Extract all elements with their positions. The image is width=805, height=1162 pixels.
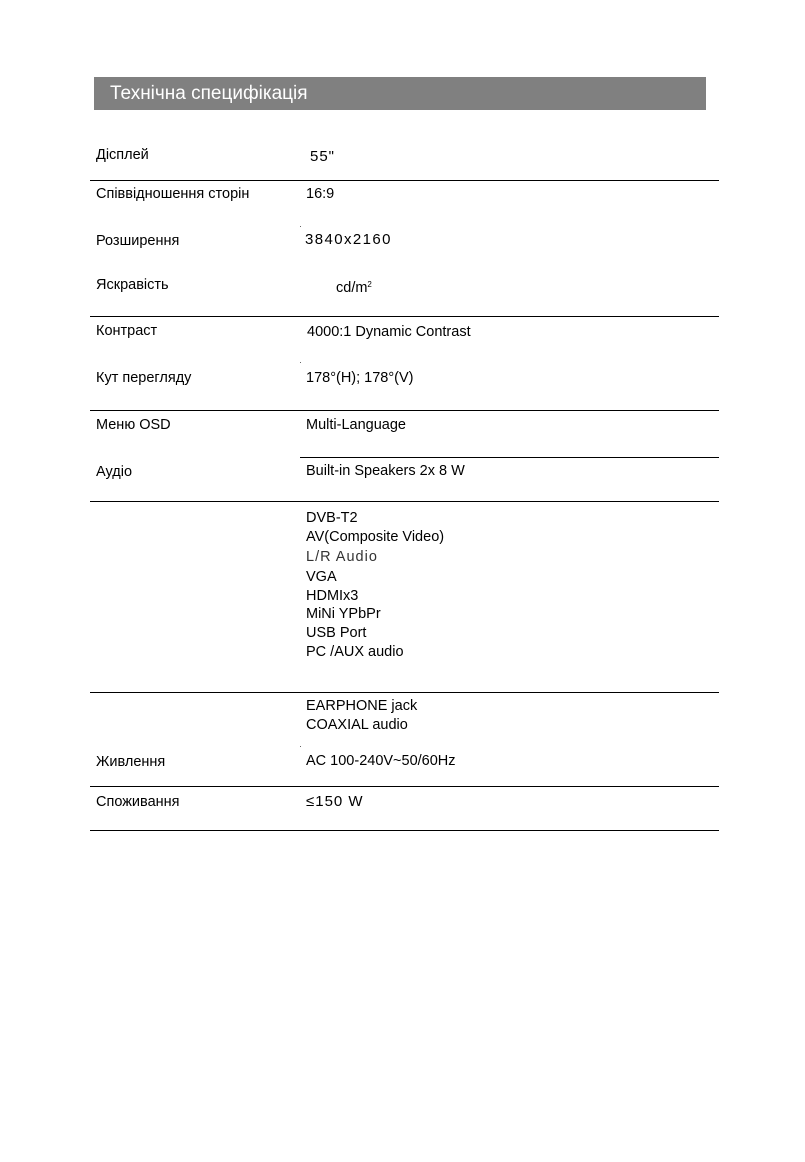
viewing-angle-label: Кут перегляду [96,370,192,386]
divider [90,786,719,787]
resolution-value: 3840x2160 [305,231,392,248]
brightness-value [336,276,372,297]
brightness-unit: cd/m [336,280,368,296]
input-item: HDMIx3 [306,588,359,604]
input-item: USB Port [306,625,367,641]
brightness-unit-sup: 2 [367,280,372,289]
input-item: VGA [306,569,337,585]
aspect-label: Співвідношення сторін [96,186,250,202]
input-item: L/R Audio [306,549,378,565]
display-value: 55" [310,148,336,165]
divider [90,410,719,411]
power-label: Живлення [96,754,166,770]
divider [90,692,719,693]
power-value: AC 100-240V~50/60Hz [306,753,456,769]
aspect-value: 16:9 [306,186,335,202]
dot-mark [300,746,301,747]
osd-label: Меню OSD [96,417,171,433]
divider [300,457,719,458]
input-item: PC /AUX audio [306,644,404,660]
audio-value: Built-in Speakers 2x 8 W [306,463,465,479]
section-title: Технічна специфікація [94,77,706,110]
divider [90,830,719,831]
resolution-label: Розширення [96,233,180,249]
dot-mark [300,226,301,227]
osd-value: Multi-Language [306,417,406,433]
consumption-value: ≤150 W [306,793,364,810]
dot-mark [300,362,301,363]
input-item: AV(Composite Video) [306,529,445,545]
contrast-label: Контраст [96,323,158,339]
audio-label: Аудіо [96,464,133,480]
input-item: DVB-T2 [306,510,358,526]
brightness-label: Яскравість [96,277,169,293]
contrast-value: 4000:1 Dynamic Contrast [307,324,471,340]
output-item: EARPHONE jack [306,698,418,714]
divider [90,316,719,317]
divider [90,501,719,502]
divider [90,180,719,181]
input-item: MiNi YPbPr [306,606,381,622]
output-item: COAXIAL audio [306,717,408,733]
viewing-angle-value: 178°(H); 178°(V) [306,370,414,386]
display-label: Дісплей [96,147,149,163]
consumption-label: Споживання [96,794,180,810]
